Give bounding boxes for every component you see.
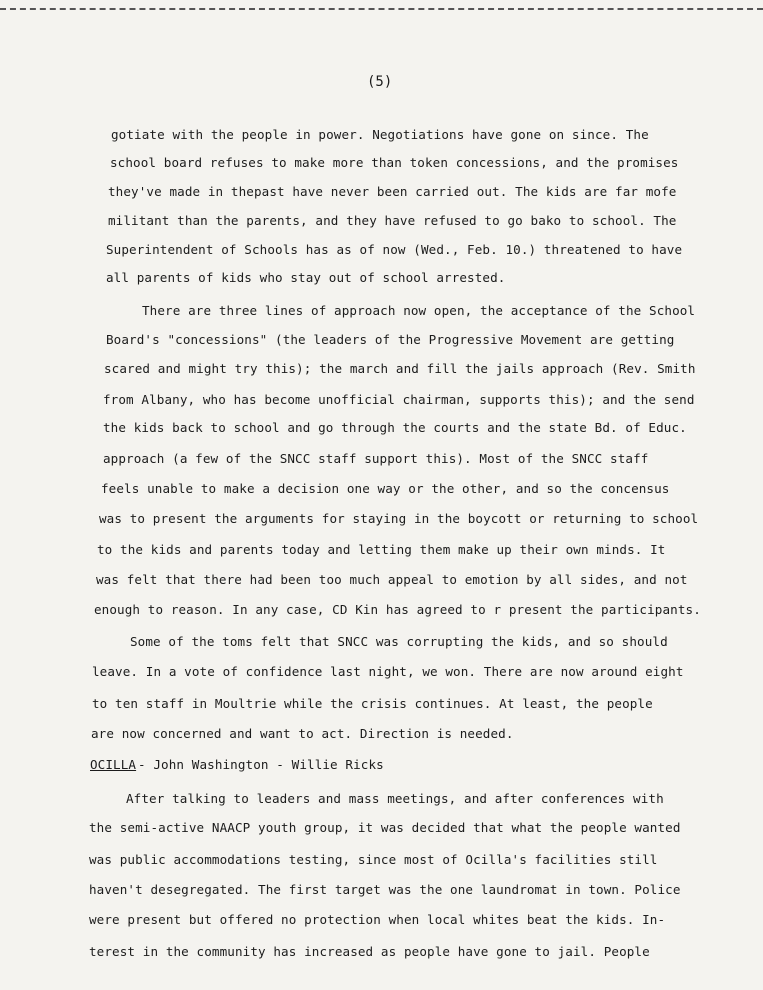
text-line: to ten staff in Moultrie while the crisis continues. At least, the people [92,696,653,711]
text-line: were present but offered no protection when local whites beat the kids. In- [89,912,666,927]
text-line: haven't desegregated. The first target was the one laundromat in town. Police [89,882,681,897]
text-line: the kids back to school and go through the courts and the state Bd. of Educ. [103,420,687,435]
text-line: Superintendent of Schools has as of now (Wed., Feb. 10.) threatened to have [106,242,683,257]
perforated-edge [0,0,763,10]
text-line: feels unable to make a decision one way or the other, and so the concensus [101,481,670,496]
text-line: the semi-active NAACP youth group, it was decided that what the people wanted [89,820,681,835]
text-line: leave. In a vote of confidence last night, we won. There are now around eight [92,664,684,679]
page-number: (5) [367,74,393,90]
text-line: Some of the toms felt that SNCC was corrupting the kids, and so should [130,634,668,649]
text-line: was felt that there had been too much appeal to emotion by all sides, and not [96,572,688,587]
text-line: was to present the arguments for staying in the boycott or returning to school [99,511,699,526]
text-line: enough to reason. In any case, CD Kin has agreed to r present the participants. [94,602,701,617]
text-line: militant than the parents, and they have refused to go bako to school. The [108,213,677,228]
text-line: Board's "concessions" (the leaders of the Progressive Movement are getting [106,332,675,347]
text-line: approach (a few of the SNCC staff support this). Most of the SNCC staff [103,451,649,466]
text-line: terest in the community has increased as people have gone to jail. People [89,944,650,959]
text-line: from Albany, who has become unofficial chairman, supports this); and the send [103,392,695,407]
text-line: was public accommodations testing, since most of Ocilla's facilities still [89,852,658,867]
section-heading-names: - John Washington - Willie Ricks [138,757,384,772]
text-line: they've made in thepast have never been carried out. The kids are far mofe [108,184,677,199]
text-line: There are three lines of approach now open, the acceptance of the School [142,303,696,318]
text-line: to the kids and parents today and letting them make up their own minds. It [97,542,666,557]
text-line: school board refuses to make more than token concessions, and the promises [110,155,679,170]
section-heading: OCILLA [90,757,137,772]
text-line: gotiate with the people in power. Negotiations have gone on since. The [111,127,649,142]
text-line: After talking to leaders and mass meetings, and after conferences with [126,791,664,806]
text-line: are now concerned and want to act. Direction is needed. [91,726,514,741]
text-line: all parents of kids who stay out of school arrested. [106,270,506,285]
text-line: scared and might try this); the march and fill the jails approach (Rev. Smith [104,361,696,376]
